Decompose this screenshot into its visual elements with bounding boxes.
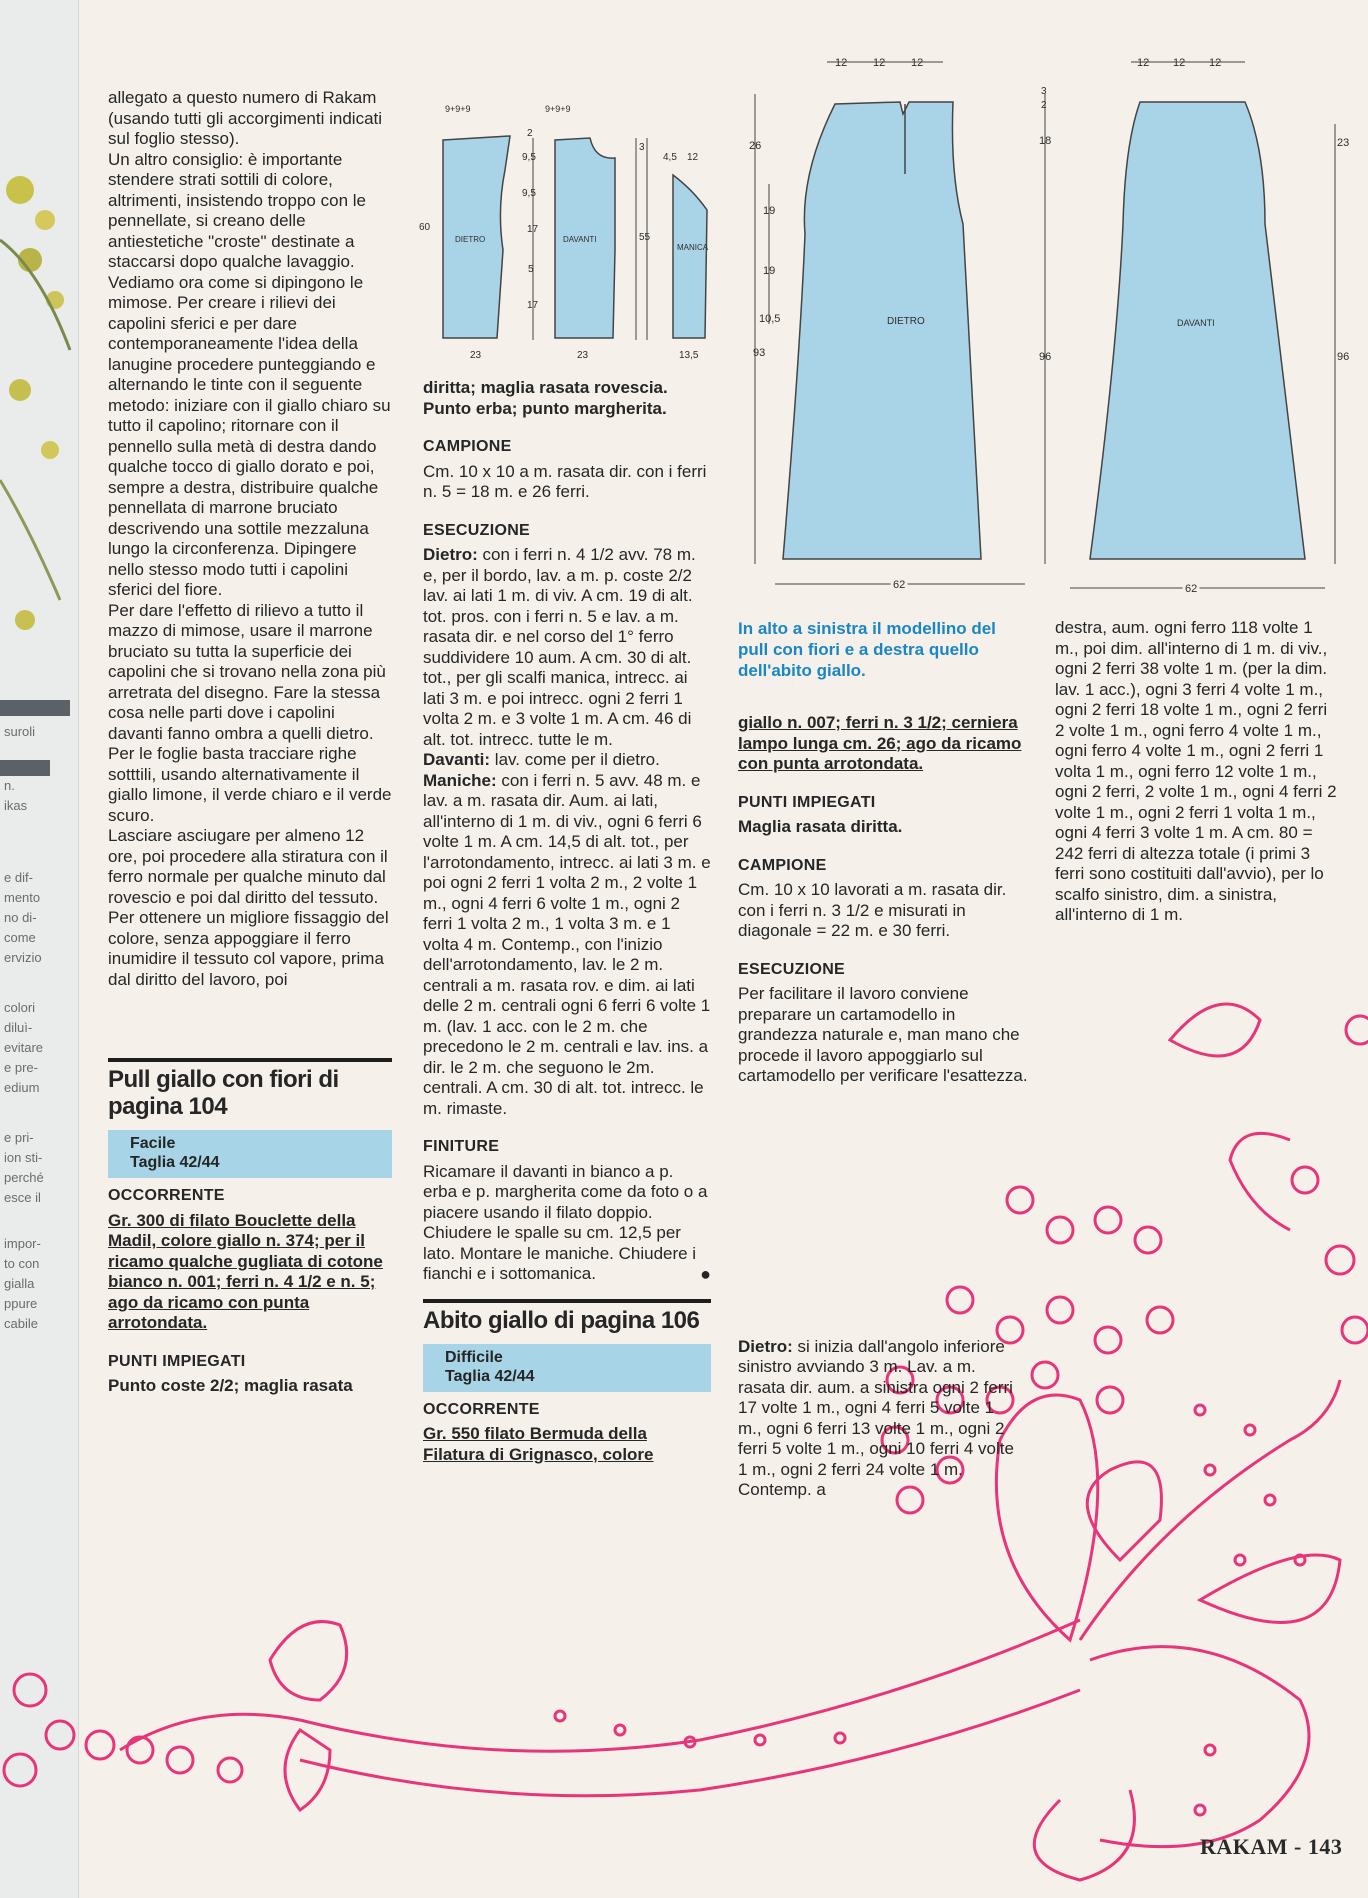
motif-dot (1295, 1555, 1305, 1565)
paragraph: destra, aum. ogni ferro 118 volte 1 m., poi dim. all'interno di 1 m. di viv., ogni 2 ferri 38 volte 1 m. (per la dim. lav. 1 acc.), ogni 3 ferri 4 volte 1 m., ogni 2 ferri 18 volte 1 m., ogni 2 ferri 2 volte 1 m., ogni ferro 4 volte 1 m., ogni ferro 4 volte 1 m., ogni 2 ferri 1 volta 1 m., ogni ferro 12 volte 1 m., ogni 2 ferri, 2 volte 1 m., ogni 4 ferri 2 volte 1 m., ogni 2 ferri 1 volta 1 m., ogni 4 ferri 3 volte 1 m. A cm. 80 = 242 ferri di altezza totale (i primi 3 ferri sono costituiti dall'avvio), per lo scalfo sinistro, dim. a sinistra, all'interno di 1 m. (1055, 618, 1337, 924)
dim-label: 62 (893, 579, 906, 591)
dim-label: 12 (1209, 57, 1222, 69)
inline-label: Dietro: (738, 1336, 793, 1356)
section-heading: ESECUZIONE (423, 521, 531, 539)
paragraph: allegato a questo numero di Rakam (usando tutti gli accorgimenti indicati sul foglio stesso). (108, 88, 383, 148)
mimosa-photo-edge (0, 150, 78, 710)
difficulty-box (108, 1130, 392, 1178)
paragraph: Cm. 10 x 10 lavorati a m. rasata dir. con i ferri n. 3 1/2 e misurati in diagonale = 22 m. e 30 ferri. (738, 880, 1007, 940)
section-heading: OCCORRENTE (108, 1187, 225, 1204)
inline-label: Maniche: (423, 770, 497, 790)
piece-label: MANICA (677, 243, 709, 252)
motif-stem (1080, 1380, 1340, 1640)
strip-word: colori (4, 1000, 36, 1015)
paragraph: Vediamo ora come si dipingono le mimose. Per creare i rilievi dei capolini sferici e per dare contemporaneamente l'idea della lanugine procedere punteggiando e alternando le tinte con il seguente metodo: iniziare con il giallo chiaro su tutto il capolino; ritornare con il pennello sulla metà di destra dando qualche tocco di giallo dorato e poi, sempre a destra, distribuire qualche pennellata di marrone bruciato descrivendo una sottile mezzaluna lungo la circonferenza. Dipingere nello stesso modo tutti i capolini sferici del fiore. (108, 272, 391, 599)
dim-label: 12 (911, 57, 924, 69)
dim-label: 3 (639, 142, 645, 153)
dim-label: 55 (639, 232, 651, 243)
section-heading: CAMPIONE (423, 438, 512, 455)
end-mark: ● (700, 1264, 711, 1284)
pull-schematic (415, 100, 715, 360)
difficulty-box (423, 1344, 711, 1392)
dim-label: 96 (1039, 351, 1052, 363)
stitches-text: Maglia rasata diritta. (738, 817, 903, 836)
strip-word: mento (4, 890, 41, 905)
section-heading: PUNTI IMPIEGATI (108, 1352, 246, 1370)
dim-label: 12 (873, 57, 886, 69)
size-label: Taglia 42/44 (130, 1154, 220, 1171)
dim-label: 9+9+9 (545, 104, 571, 114)
dim-label: 12 (687, 152, 699, 163)
paragraph: Un altro consiglio: è importante stendere strati sottili di colore, altrimenti, insistendo troppo con le pennellate, si creano delle antiestetiche "croste" destinate a staccarsi dopo qualche lavaggio. (108, 149, 366, 271)
difficulty-level: Facile (130, 1135, 176, 1152)
inline-label: Dietro: (423, 545, 478, 564)
strip-word: ikas (4, 798, 28, 813)
piece-label: DAVANTI (1177, 318, 1215, 328)
abito-davanti-piece (1090, 102, 1305, 559)
dim-label: 3 (1041, 86, 1047, 97)
motif-bead (1095, 1207, 1121, 1233)
dim-label: 96 (1337, 351, 1350, 363)
dim-label: 17 (527, 224, 539, 235)
paragraph (738, 1337, 1020, 1501)
motif-dot (835, 1733, 845, 1743)
section-heading: ESECUZIONE (738, 960, 846, 978)
inline-text: con i ferri n. 4 1/2 avv. 78 m. e, per il bordo, lav. a m. p. coste 2/2 lav. ai lati 1 m. di viv. A cm. 19 di alt. tot. pros. con i ferri n. 5 e lav. a m. rasata dir. e nel corso del 1° ferro suddividere 10 aum. A cm. 30 di alt. tot., per gli scalfi manica, intrecc. ai lati 3 m. e poi intrecc. ogni 2 ferri 1 volta 2 m. e 3 volte 1 m. A cm. 46 di alt. tot. intrecc. tutte le m. (423, 545, 696, 749)
motif-ribbon (300, 1690, 1080, 1796)
column-4 (1055, 618, 1337, 926)
motif-leaf (1087, 1462, 1161, 1560)
materials-text: Gr. 550 filato Bermuda della Filatura di Grignasco, colore (423, 1424, 654, 1464)
page-folio: RAKAM - 143 (1200, 1834, 1343, 1859)
motif-bead (1346, 1016, 1368, 1044)
dim-label: 19 (763, 205, 776, 217)
piece-label: DAVANTI (563, 235, 597, 244)
paragraph (423, 1162, 711, 1285)
strip-word: suroli (4, 724, 36, 739)
dim-label: 18 (1039, 135, 1052, 147)
motif-dot (1245, 1425, 1255, 1435)
pattern-title: Abito giallo di pagina 106 (423, 1299, 711, 1334)
inline-text: con i ferri n. 5 avv. 48 m. e lav. a m. rasata dir. Aum. ai lati, all'interno di 1 m. di viv., ogni 6 ferri 6 volte 1 m. A cm. 14,5 di alt. tot., per l'arrotondamento, intrecc. ai lati 3 m. e poi ogni 2 ferri 1 volta 2 m., 2 volte 1 m., ogni 4 ferri 6 volte 1 m., ogni 2 ferri 1 volta 2 m., 1 volta 3 m. e 1 volta 4 m. Contemp., con l'inizio dell'arrotondamento, lav. le 2 m. centrali a m. rasata rov. e dim. ai lati delle 2 m. centrali ogni 6 ferri 6 volte 1 m. (lav. 1 acc. con le 2 m. che precedono le 2 m. centrali e lav. ins. a dir. le 2 m. che seguono le 2m. centrali. A cm. 30 di alt. tot. intrecc. le m. rimaste. (423, 770, 711, 1118)
paragraph (423, 771, 711, 1120)
motif-bead (1292, 1167, 1318, 1193)
dim-label: 2 (1041, 100, 1047, 111)
size-label: Taglia 42/44 (445, 1367, 535, 1385)
motif-bead (1047, 1297, 1073, 1323)
motif-bead (1135, 1227, 1161, 1253)
strip-word: cabile (4, 1316, 38, 1331)
dim-label: 9,5 (522, 152, 536, 163)
dim-label: 23 (577, 350, 589, 360)
strip-word: ion sti- (4, 1150, 43, 1165)
motif-leaf (270, 1622, 347, 1700)
motif-dot (1205, 1465, 1215, 1475)
adjacent-page-strip (0, 0, 79, 1898)
section-heading: OCCORRENTE (423, 1400, 540, 1418)
motif-bead (1147, 1307, 1173, 1333)
strip-word: n. (4, 778, 15, 793)
pattern-title: Pull giallo con fiori di pagina 104 (108, 1058, 392, 1120)
motif-ribbon (1090, 1647, 1309, 1847)
strip-bar (0, 760, 50, 776)
paragraph (423, 750, 711, 771)
piece-label: DIETRO (455, 235, 486, 244)
motif-bead (167, 1747, 193, 1773)
strip-word: evitare (4, 1040, 44, 1055)
strip-word: come (4, 930, 36, 945)
difficulty-level: Difficile (445, 1348, 503, 1366)
dim-label: 26 (749, 140, 762, 152)
strip-word: esce il (4, 1190, 41, 1205)
motif-bead (1032, 1362, 1058, 1388)
column-3 (738, 618, 1028, 1501)
motif-leaf (285, 1730, 330, 1810)
motif-bead (1047, 1217, 1073, 1243)
motif-bead (1097, 1387, 1123, 1413)
dim-label: 13,5 (679, 350, 699, 360)
strip-word: to con (4, 1256, 40, 1271)
inline-text: si inizia dall'angolo inferiore sinistro avviando 3 m. Lav. a m. rasata dir. aum. a sinistra ogni 2 ferri 17 volte 1 m., ogni 4 ferri 5 volte 1 m., ogni 6 ferri 13 volte 1 m., ogni 2 ferri 5 volte 1 m., ogni 10 ferri 4 volte 1 m., ogni 2 ferri 24 volte 1 m. Contemp. a (738, 1336, 1014, 1499)
dim-label: 9,5 (522, 188, 536, 199)
dim-label: 19 (763, 265, 776, 277)
dim-label: 23 (470, 350, 482, 360)
stitches-text: Punto coste 2/2; maglia rasata (108, 1376, 353, 1395)
inline-text: lav. come per il dietro. (490, 750, 660, 769)
dim-label: 23 (1337, 137, 1350, 149)
strip-word: e pri- (4, 1130, 34, 1145)
section-heading: CAMPIONE (738, 856, 827, 874)
motif-dot (685, 1737, 695, 1747)
motif-bead (127, 1737, 153, 1763)
dim-label: 4,5 (663, 152, 677, 163)
dim-label: 2 (527, 128, 533, 139)
paragraph: diritta; maglia rasata rovescia. Punto erba; punto margherita. (423, 378, 668, 418)
abito-dietro-piece (783, 102, 981, 559)
motif-loop (1034, 1790, 1134, 1880)
abito-schematic (745, 54, 1365, 594)
section-heading: PUNTI IMPIEGATI (738, 793, 876, 811)
dim-label: 93 (753, 347, 766, 359)
strip-word: ppure (4, 1296, 38, 1311)
dim-label: 5 (528, 264, 534, 275)
strip-word: perché (4, 1170, 44, 1185)
paragraph: Per le foglie basta tracciare righe sotttili, usando alternativamente il giallo limone, il verde chiaro e il verde scuro. (108, 744, 392, 825)
motif-bead (1342, 1317, 1368, 1343)
dim-label: 12 (835, 57, 848, 69)
dim-label: 12 (1137, 57, 1150, 69)
strip-word: edium (4, 1080, 40, 1095)
motif-dot (615, 1725, 625, 1735)
column-2 (423, 378, 711, 1465)
materials-text: Gr. 300 di filato Bouclette della Madil, colore giallo n. 374; per il ricamo qualche gugliata di cotone bianco n. 001; ferri n. 4 1/2 e n. 5; ago da ricamo con punta arrotondata. (108, 1210, 383, 1332)
motif-leaf (1200, 1555, 1340, 1623)
motif-dot (1235, 1555, 1245, 1565)
strip-word: gialla (4, 1276, 35, 1291)
motif-leaf (1230, 1133, 1290, 1230)
paragraph (423, 545, 711, 750)
strip-word: no di- (4, 910, 37, 925)
motif-dot (755, 1735, 765, 1745)
motif-leaf (1170, 1004, 1260, 1056)
figure-caption: In alto a sinistra il modellino del pull con fiori e a destra quello dell'abito giallo. (738, 619, 996, 680)
dim-label: 60 (419, 222, 431, 233)
paragraph: Per facilitare il lavoro conviene preparare un cartamodello in grandezza naturale e, man mano che procede il lavoro appoggiarlo sul cartamodello per verificare l'esattezza. (738, 984, 1028, 1085)
motif-bead (218, 1758, 242, 1782)
strip-word: diluì- (4, 1020, 33, 1035)
column-1 (108, 88, 392, 1397)
paragraph: Cm. 10 x 10 a m. rasata dir. con i ferri n. 5 = 18 m. e 26 ferri. (423, 461, 707, 501)
motif-dot (1265, 1495, 1275, 1505)
motif-dot (555, 1711, 565, 1721)
paragraph: Lasciare asciugare per almeno 12 ore, poi procedere alla stiratura con il ferro normale per qualche minuto dal rovescio e poi dal diritto del tessuto. Per ottenere un migliore fissaggio del colore, senza appoggiare il ferro inumidire il tessuto col vapore, prima dal diritto del lavoro, poi (108, 826, 389, 989)
motif-dot (1195, 1805, 1205, 1815)
section-heading: FINITURE (423, 1138, 500, 1155)
motif-bead (1326, 1246, 1354, 1274)
inline-text: Ricamare il davanti in bianco a p. erba e p. margherita come da foto o a piacere usando il filato doppio. Chiudere le spalle su cm. 12,5 per lato. Montare le maniche. Chiudere i fianchi e i sottomanica. (423, 1161, 708, 1283)
piece-label: DIETRO (887, 316, 925, 327)
materials-text: giallo n. 007; ferri n. 3 1/2; cerniera lampo lunga cm. 26; ago da ricamo con punta arrotondata. (738, 713, 1022, 773)
dim-label: 10,5 (759, 313, 781, 325)
strip-word: e pre- (4, 1060, 38, 1075)
motif-ribbon (120, 1620, 1080, 1751)
strip-word: ervizio (4, 950, 42, 965)
strip-word: e dif- (4, 870, 33, 885)
motif-bead (1095, 1327, 1121, 1353)
motif-dot (1195, 1405, 1205, 1415)
dim-label: 62 (1185, 583, 1198, 594)
dim-label: 12 (1173, 57, 1186, 69)
dim-label: 17 (527, 300, 539, 311)
paragraph: Per dare l'effetto di rilievo a tutto il mazzo di mimose, usare il marrone bruciato su tutta la superficie dei capolini che si trovano nella zona più arretrata del disegno. Fare la stessa cosa nelle parti dove i capolini davanti fanno ombra a quelli dietro. (108, 600, 386, 743)
inline-label: Davanti: (423, 750, 491, 769)
dim-label: 9+9+9 (445, 104, 471, 114)
motif-dot (1205, 1745, 1215, 1755)
motif-bead (86, 1731, 114, 1759)
manica-piece (673, 175, 707, 338)
strip-word: impor- (4, 1236, 41, 1251)
